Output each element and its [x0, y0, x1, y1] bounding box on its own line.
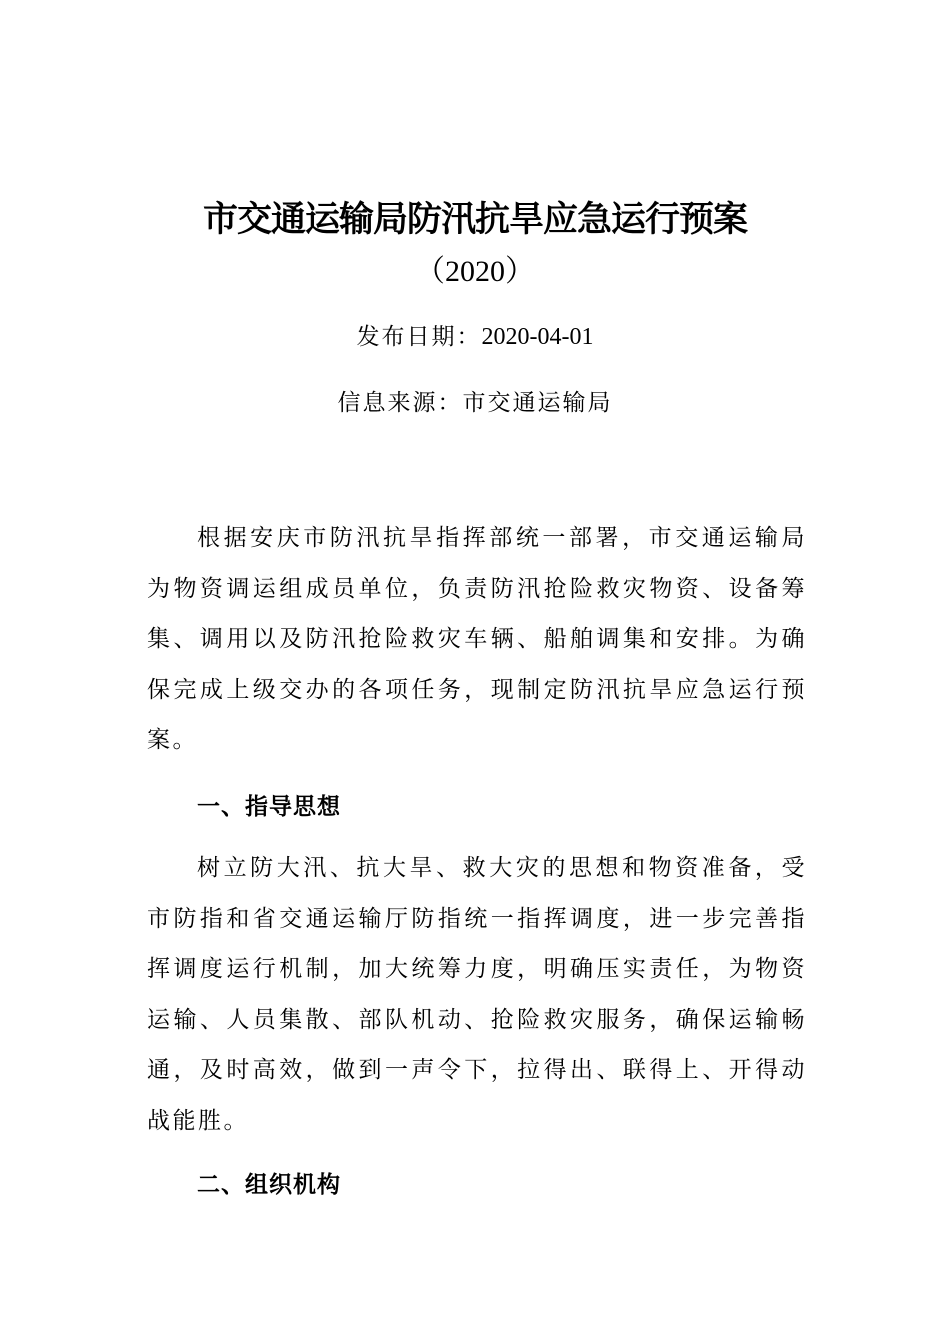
document-year: （2020）	[415, 255, 535, 288]
publish-date	[0, 318, 950, 351]
publish-date-value: 2020-04-01	[481, 324, 594, 350]
info-source: 信息来源：市交通运输局	[337, 390, 613, 416]
document-title: 市交通运输局防汛抗旱应急运行预案	[202, 199, 747, 240]
guiding-paragraph: 树立防大汛、抗大旱、救大灾的思想和物资准备，受市防指和省交通运输厅防指统一指挥调度，进一步完善指挥调度运行机制，加大统筹力度，明确压实责任，为物资运输、人员集散、部队机动、抢险救灾服务，确保运输畅通，及时高效，做到一声令下，拉得出、联得上、开得动战能胜。	[147, 855, 807, 1134]
section-heading-guiding: 一、指导思想	[197, 794, 341, 820]
intro-paragraph: 根据安庆市防汛抗旱指挥部统一部署，市交通运输局为物资调运组成员单位，负责防汛抢险救灾物资、设备筹集、调用以及防汛抢险救灾车辆、船舶调集和安排。为确保完成上级交办的各项任务，现制定防汛抗旱应急运行预案。	[147, 525, 807, 753]
publish-date-label: 发布日期：	[356, 324, 482, 350]
section-heading-organization: 二、组织机构	[197, 1172, 341, 1198]
